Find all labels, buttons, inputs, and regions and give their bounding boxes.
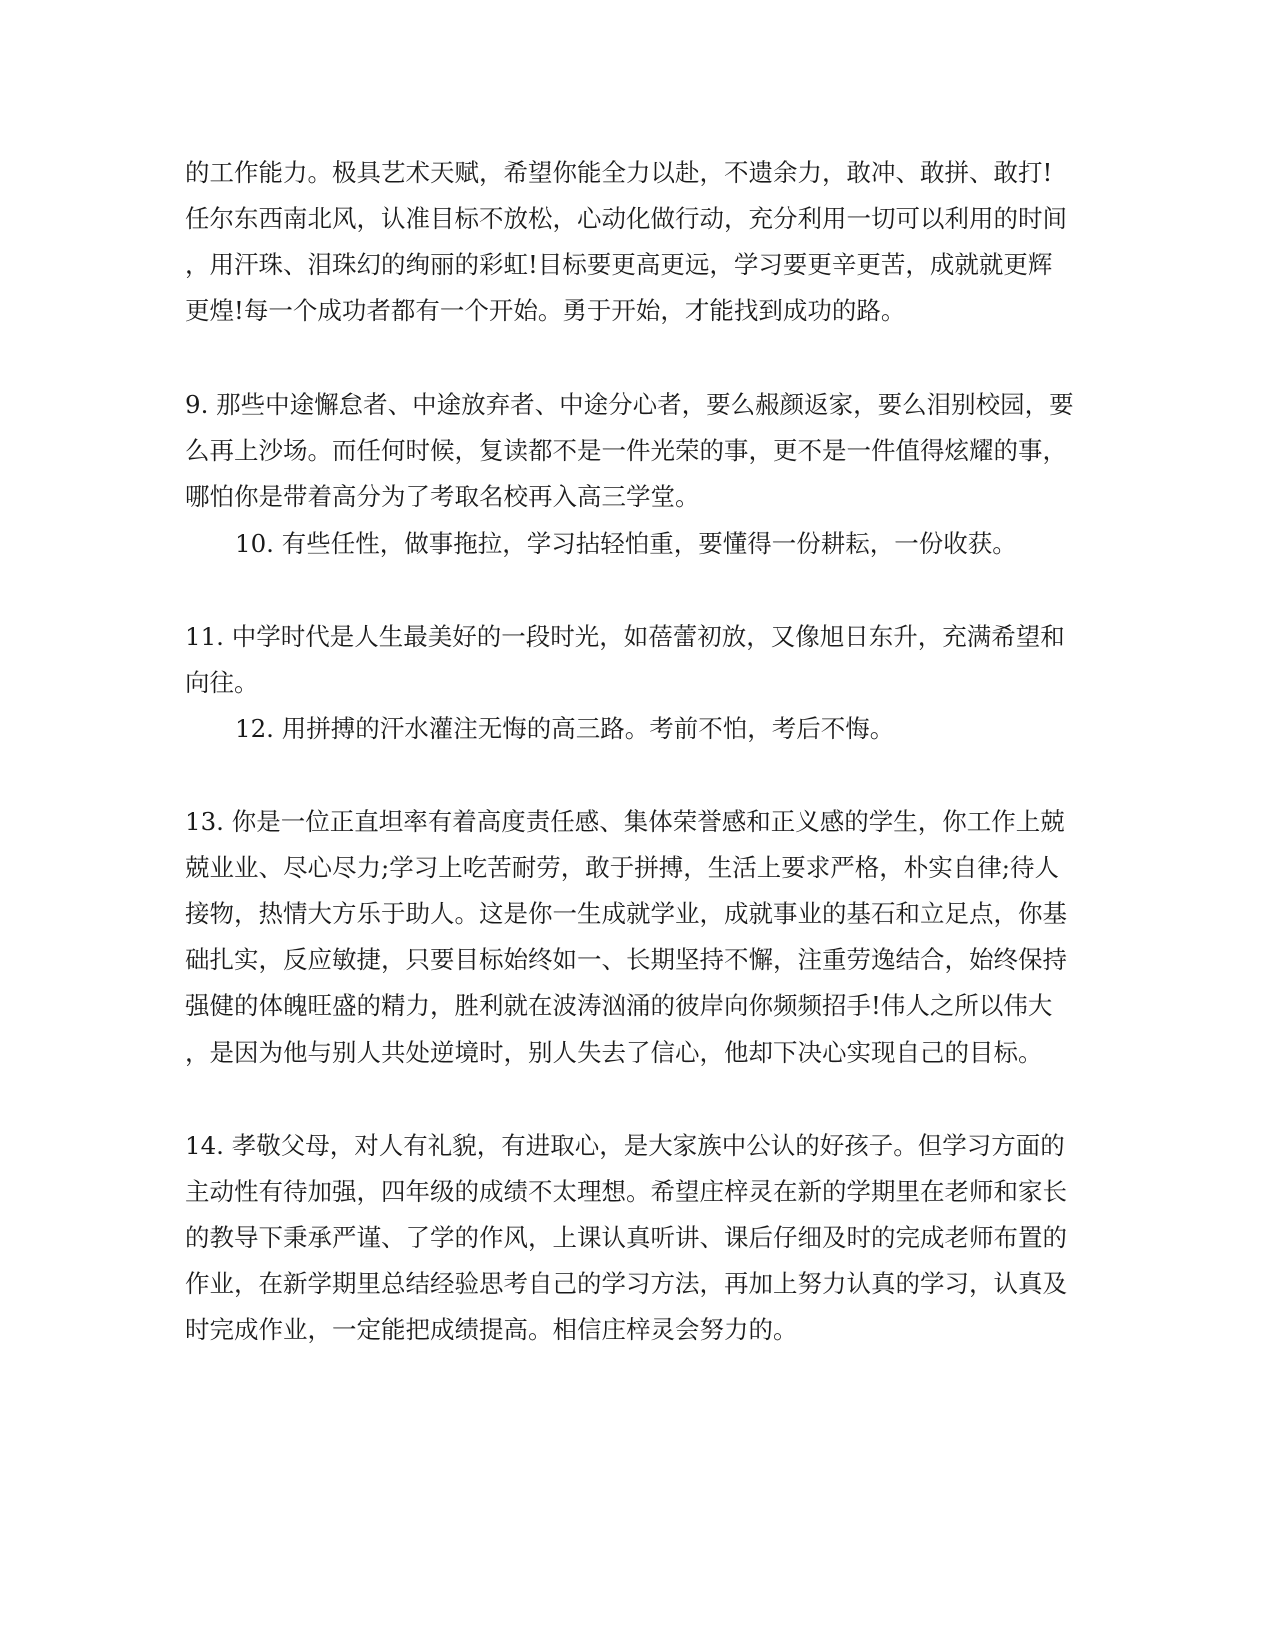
item-10-line: 10. 有些任性，做事拖拉，学习拈轻怕重，要懂得一份耕耘，一份收获。: [235, 529, 1017, 558]
item-9-line: 9. 那些中途懈怠者、中途放弃者、中途分心者，要么赧颜返家，要么泪别校园，要: [185, 390, 1074, 419]
paragraph-line: 任尔东西南北风，认准目标不放松，心动化做行动，充分利用一切可以利用的时间: [185, 204, 1067, 233]
item-9-line: 么再上沙场。而任何时候，复读都不是一件光荣的事，更不是一件值得炫耀的事，: [185, 436, 1067, 465]
item-14-line: 主动性有待加强，四年级的成绩不太理想。希望庄梓灵在新的学期里在老师和家长: [185, 1177, 1067, 1206]
paragraph-line: ，用汗珠、泪珠幻的绚丽的彩虹!目标要更高更远，学习要更辛更苦，成就就更辉: [185, 250, 1053, 279]
item-11-line: 向往。: [185, 668, 259, 697]
paragraph-line: 更煌!每一个成功者都有一个开始。勇于开始，才能找到成功的路。: [185, 296, 906, 325]
item-9-line: 哪怕你是带着高分为了考取名校再入高三学堂。: [185, 482, 700, 511]
item-13-line: 强健的体魄旺盛的精力，胜利就在波涛汹涌的彼岸向你频频招手!伟人之所以伟大: [185, 991, 1053, 1020]
item-13-line: 础扎实，反应敏捷，只要目标始终如一、长期坚持不懈，注重劳逸结合，始终保持: [185, 945, 1067, 974]
item-14-line: 14. 孝敬父母，对人有礼貌，有进取心，是大家族中公认的好孩子。但学习方面的: [185, 1131, 1065, 1160]
item-11-line: 11. 中学时代是人生最美好的一段时光，如蓓蕾初放，又像旭日东升，充满希望和: [185, 622, 1065, 651]
paragraph-line: 的工作能力。极具艺术天赋，希望你能全力以赴，不遗余力，敢冲、敢拼、敢打!: [185, 158, 1053, 187]
item-13-line: ，是因为他与别人共处逆境时，别人失去了信心，他却下决心实现自己的目标。: [185, 1038, 1043, 1067]
item-14-line: 作业，在新学期里总结经验思考自己的学习方法，再加上努力认真的学习，认真及: [185, 1269, 1067, 1298]
item-13-line: 13. 你是一位正直坦率有着高度责任感、集体荣誉感和正义感的学生，你工作上兢: [185, 807, 1065, 836]
item-14-line: 的教导下秉承严谨、了学的作风，上课认真听讲、课后仔细及时的完成老师布置的: [185, 1223, 1067, 1252]
item-12-line: 12. 用拼搏的汗水灌注无悔的高三路。考前不怕，考后不悔。: [235, 714, 895, 743]
item-13-line: 兢业业、尽心尽力;学习上吃苦耐劳，敢于拼搏，生活上要求严格，朴实自律;待人: [185, 853, 1060, 882]
item-13-line: 接物，热情大方乐于助人。这是你一生成就学业，成就事业的基石和立足点，你基: [185, 899, 1067, 928]
item-14-line: 时完成作业，一定能把成绩提高。相信庄梓灵会努力的。: [185, 1315, 798, 1344]
